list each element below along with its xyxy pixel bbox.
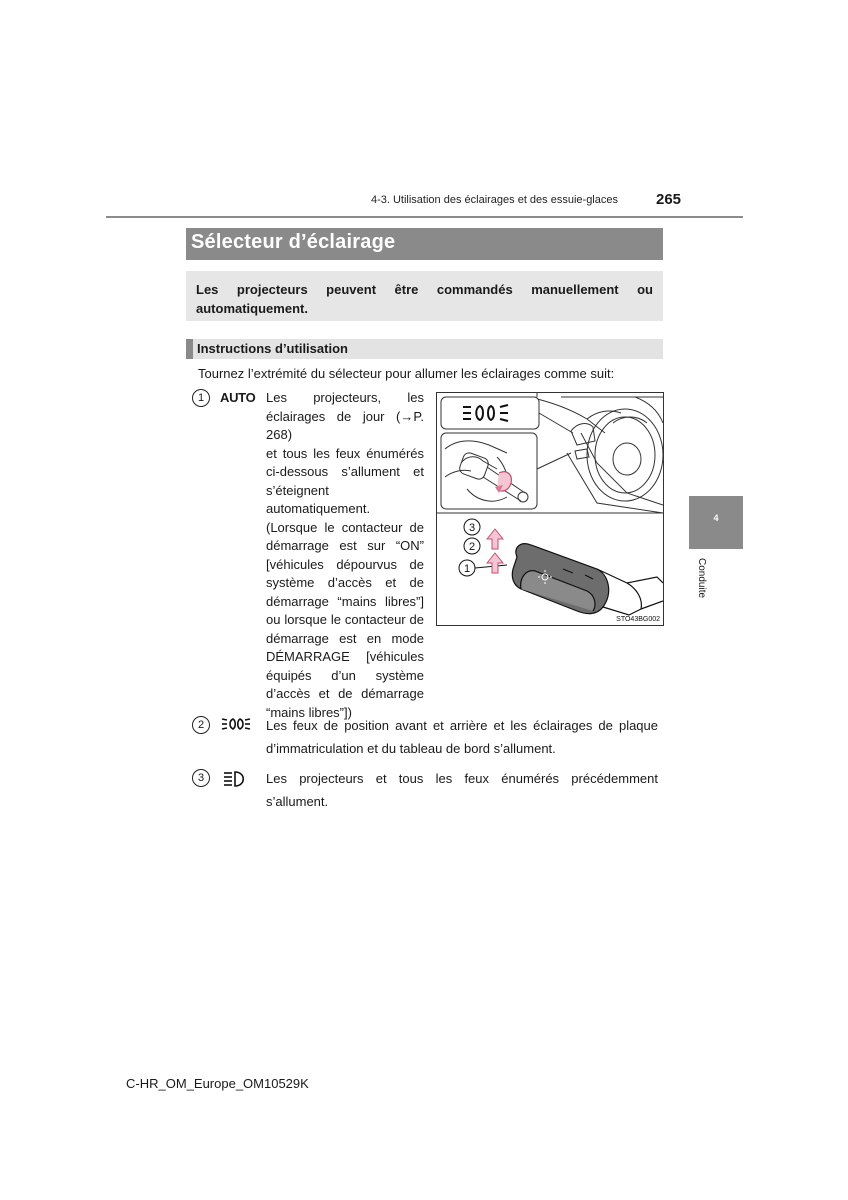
headlight-symbol-callout [441, 397, 539, 429]
dashboard-drawing [529, 393, 663, 513]
item-1-line: système d’accès et de [266, 575, 424, 590]
item-number-1: 1 [192, 389, 210, 407]
item-1-line: démarrage est en mode [266, 630, 424, 646]
item-1-line: démarrage est sur “ON” [266, 538, 424, 553]
callout-2: 2 [468, 541, 476, 553]
chapter-label: Conduite [696, 558, 707, 599]
illustration-drawing [437, 393, 663, 625]
item-1-line: équipés d’un système [266, 667, 424, 683]
item-1-line: éclairages de jour (→P. 268) [266, 408, 424, 442]
section-heading: Instructions d’utilisation [197, 341, 348, 356]
running-header: 4-3. Utilisation des éclairages et des essuie-glaces [370, 194, 618, 206]
section-accent [186, 339, 193, 359]
page-number: 265 [656, 191, 682, 208]
summary-box [186, 271, 663, 321]
item-number-3: 3 [192, 769, 210, 787]
item-1-line: d’accès et de démarrage [266, 686, 424, 701]
item-2-description: Les feux de position avant et arrière et les éclairages de plaque d’immatriculation et du tableau de bord s’allument. [266, 718, 658, 756]
page-title: Sélecteur d’éclairage [191, 231, 396, 253]
light-switch-illustration [436, 392, 664, 626]
item-1-line: automatiquement. [266, 501, 371, 516]
summary-text: Les projecteurs peuvent être commandés manuellement ou automatiquement. [196, 282, 653, 316]
callout-3: 3 [468, 522, 476, 534]
chapter-number: 4 [713, 513, 719, 523]
document-code: C-HR_OM_Europe_OM10529K [126, 1076, 309, 1091]
item-1-line: (Lorsque le contacteur de [266, 519, 424, 535]
item-1-line: ou lorsque le contacteur de [266, 612, 424, 627]
item-1-description [266, 389, 424, 722]
header-divider [106, 216, 743, 218]
intro-text: Tournez l’extrémité du sélecteur pour allumer les éclairages comme suit: [198, 366, 615, 381]
item-1-line: [véhicules dépourvus de [266, 556, 424, 572]
item-1-line: “mains libres”]) [266, 704, 352, 720]
callout-1: 1 [463, 563, 471, 575]
tail-light-icon [220, 715, 252, 738]
item-3-description: Les projecteurs et tous les feux énumérés précédemment s’allument. [266, 771, 658, 809]
section-heading-bar [186, 339, 663, 359]
item-1-line: Les projecteurs, les [266, 390, 424, 405]
page-title-bar [186, 228, 663, 260]
item-1-line: DÉMARRAGE [véhicules [266, 649, 424, 664]
item-1-line: s’éteignent [266, 482, 329, 498]
chapter-label-container [686, 556, 716, 606]
item-1-line: et tous les feux énumérés [266, 445, 424, 461]
chapter-tab [689, 496, 743, 549]
headlight-icon [222, 770, 248, 793]
item-number-2: 2 [192, 716, 210, 734]
figure-code: STO43BG002 [616, 616, 660, 623]
light-stalk-drawing [512, 544, 663, 615]
item-1-line: ci-dessous s’allument et [266, 464, 424, 479]
auto-label: AUTO [220, 390, 256, 405]
item-1-line: démarrage “mains libres”] [266, 593, 424, 609]
